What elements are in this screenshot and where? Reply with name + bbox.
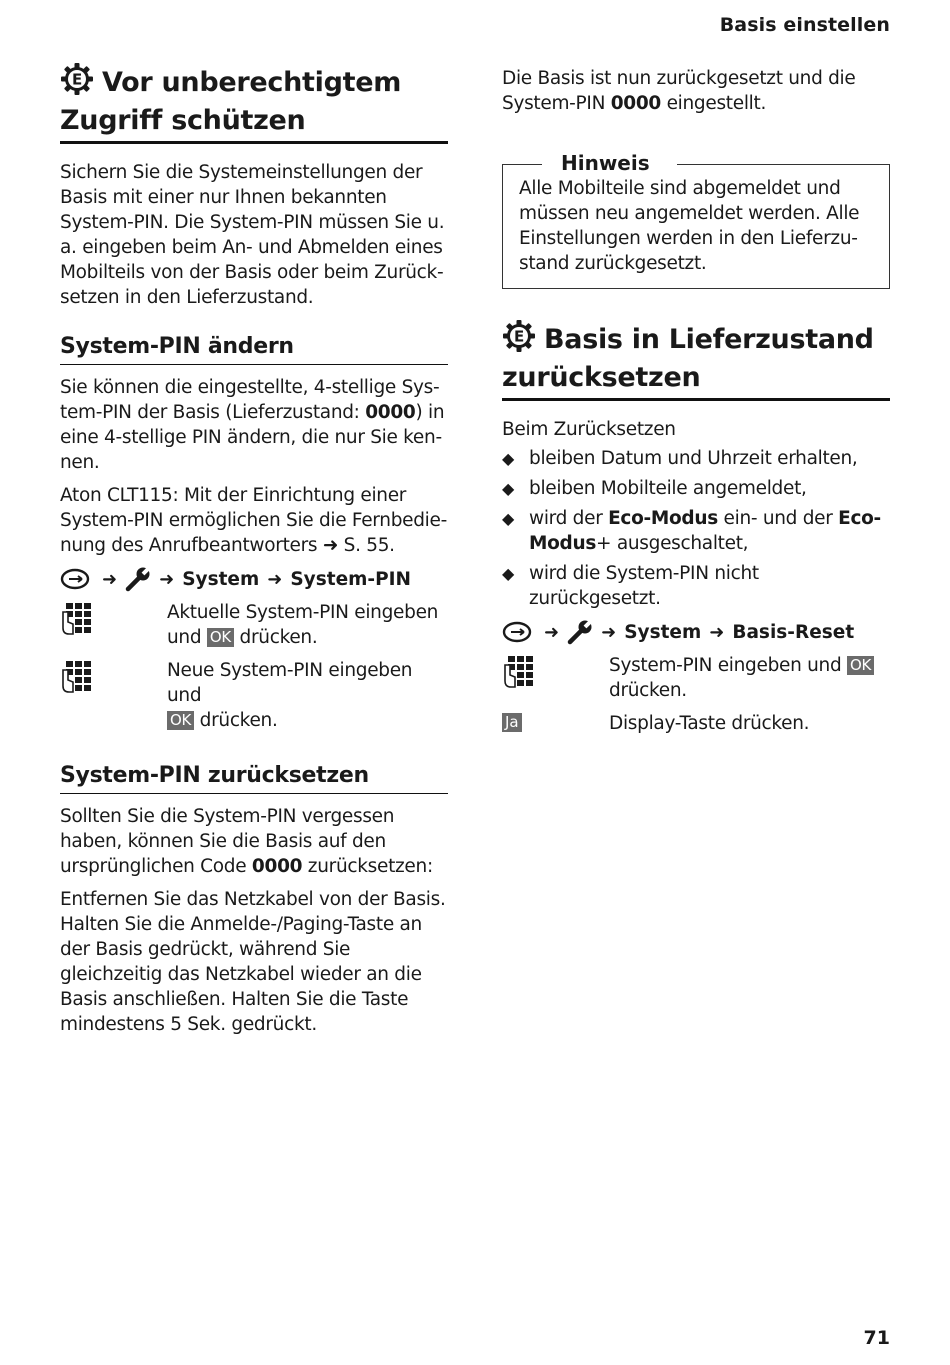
lead-text: Beim Zurücksetzen bbox=[502, 419, 676, 440]
menu-path bbox=[502, 619, 890, 645]
arrow-icon: ➜ bbox=[601, 621, 617, 643]
step-enter-current-pin: Aktuelle System-PIN eingeben und OK drücken. bbox=[60, 600, 448, 650]
diamond-bullet-icon: ◆ bbox=[502, 564, 515, 583]
step-press-ja: Ja Display-Taste drücken. bbox=[502, 711, 890, 736]
diamond-bullet-icon: ◆ bbox=[502, 449, 515, 468]
page-number: 71 bbox=[863, 1327, 890, 1349]
running-head: Basis einstellen bbox=[719, 14, 890, 36]
wrench-icon bbox=[567, 619, 593, 645]
keypad-icon bbox=[60, 660, 94, 694]
menu-key-icon bbox=[60, 568, 94, 590]
menu-item-system-pin: System-PIN bbox=[290, 568, 412, 590]
note-box bbox=[502, 151, 890, 289]
change-pin-paragraph: Sie können die eingestellte, 4-stellige System-PIN der Basis (Lieferzustand: 0000) in eine 4-stellige PIN ändern, die nur Sie kennen. bbox=[60, 377, 445, 473]
keypad-icon bbox=[60, 602, 94, 636]
heading-reset-pin: System-PIN zurücksetzen bbox=[60, 761, 448, 794]
list-item: ◆ wird der Eco-Modus ein- und der Eco-Modus+ ausgeschaltet, bbox=[502, 508, 881, 554]
diamond-bullet-icon: ◆ bbox=[502, 479, 515, 498]
reset-pin-paragraph: Sollten Sie die System-PIN vergessen haben, können Sie die Basis auf den ursprünglichen Code 0000 zurücksetzen: bbox=[60, 806, 433, 877]
left-column bbox=[60, 62, 448, 1045]
expert-gear-icon bbox=[60, 62, 94, 96]
right-column bbox=[502, 66, 890, 744]
ok-key: OK bbox=[167, 711, 194, 730]
menu-item-system: System bbox=[624, 621, 702, 643]
ja-key: Ja bbox=[502, 713, 522, 732]
list-item: ◆ bleiben Datum und Uhrzeit erhalten, bbox=[502, 448, 858, 469]
svg-text:E: E bbox=[514, 327, 524, 346]
menu-item-system: System bbox=[182, 568, 260, 590]
ok-key: OK bbox=[207, 628, 234, 647]
aton-paragraph: Aton CLT115: Mit der Einrichtung einer System-PIN ermöglichen Sie die Fernbedienung des Anrufbeantworters ➜ S. 55. bbox=[60, 485, 448, 556]
note-title: Hinweis bbox=[557, 151, 654, 175]
menu-item-basis-reset: Basis-Reset bbox=[732, 621, 855, 643]
arrow-icon: ➜ bbox=[102, 568, 118, 590]
keypad-icon bbox=[502, 655, 536, 689]
ok-key: OK bbox=[847, 656, 874, 675]
note-text: Alle Mobilteile sind abgemeldet und müssen neu angemeldet werden. Alle Einstellungen werden in den Lieferzustand zurückgesetzt. bbox=[519, 178, 860, 274]
reset-bullet-list bbox=[502, 446, 890, 611]
step-enter-new-pin: Neue System-PIN eingeben und OK drücken. bbox=[60, 658, 448, 733]
arrow-icon: ➜ bbox=[709, 621, 725, 643]
list-item: ◆ bleiben Mobilteile angemeldet, bbox=[502, 478, 807, 499]
svg-text:E: E bbox=[72, 70, 82, 89]
menu-path bbox=[60, 566, 448, 592]
expert-gear-icon bbox=[502, 319, 536, 353]
heading-change-pin: System-PIN ändern bbox=[60, 332, 448, 365]
step-enter-pin: System-PIN eingeben und OK drücken. bbox=[502, 653, 890, 703]
arrow-icon: ➜ bbox=[544, 621, 560, 643]
arrow-icon: ➜ bbox=[159, 568, 175, 590]
arrow-icon: ➜ bbox=[322, 535, 339, 556]
reset-instructions-paragraph: Entfernen Sie das Netzkabel von der Basis. Halten Sie die Anmelde-/Paging-Taste an der Basis gedrückt, während Sie gleichzeitig das Netzkabel wieder an die Basis anschließen. Halten Sie die Taste mindestens 5 Sek. gedrückt. bbox=[60, 889, 446, 1035]
reset-done-paragraph: Die Basis ist nun zurückgesetzt und die System-PIN 0000 eingestellt. bbox=[502, 68, 856, 114]
arrow-icon: ➜ bbox=[267, 568, 283, 590]
wrench-icon bbox=[125, 566, 151, 592]
section-title-protect bbox=[60, 62, 448, 144]
diamond-bullet-icon: ◆ bbox=[502, 509, 515, 528]
list-item: ◆ wird die System-PIN nicht zurückgesetzt. bbox=[502, 563, 759, 609]
intro-paragraph: Sichern Sie die Systemeinstellungen der Basis mit einer nur Ihnen bekannten System-PIN. Die System-PIN müssen Sie u. a. eingeben beim An- und Abmelden eines Mobilteils von der Basis oder beim Zurücksetzen in den Lieferzustand. bbox=[60, 162, 445, 308]
section-title-text: Vor unberechtigtem Zugriff schützen bbox=[60, 67, 402, 136]
section-title-text: Basis in Lieferzustand zurücksetzen bbox=[502, 324, 874, 393]
section-title-factory-reset bbox=[502, 319, 890, 401]
menu-key-icon bbox=[502, 621, 536, 643]
